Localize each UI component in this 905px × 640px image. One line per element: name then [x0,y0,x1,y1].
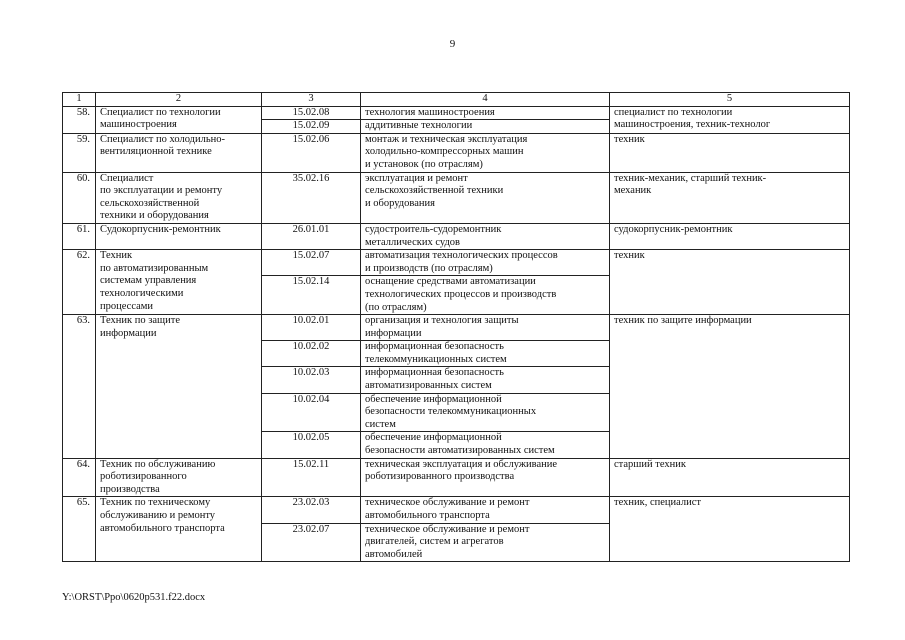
row-number: 61. [63,223,96,249]
specialty-name-line: оснащение средствами автоматизации [365,276,536,288]
specialty-name-line: судостроитель-судоремонтник [365,223,502,235]
specialty-name-line: безопасности автоматизированных систем [365,445,555,457]
profession-name [96,250,262,315]
table-row [63,133,850,172]
profession-name-line: Специалист по холодильно- [100,133,226,145]
profession-name [96,223,262,249]
specialty-name [361,393,610,432]
specialty-name-line: двигателей, систем и агрегатов [365,536,504,548]
column-header: 1 [63,93,96,107]
specialty-name-line: систем [365,418,396,430]
profession-name-line: Специалист по технологии [100,106,221,118]
qualification-line: старший техник [614,458,686,470]
specialty-name-line: автоматизация технологических процессов [365,250,558,262]
specialty-name-line: автомобильного транспорта [365,510,490,521]
specialty-name-line: телекоммуникационных систем [365,353,507,365]
qualification-line: техник [614,133,645,145]
profession-name-line: технологическими [100,287,184,299]
qualification-line: судокорпусник-ремонтник [614,223,733,235]
qualification-line: механик [614,185,652,197]
profession-name-line: техники и оборудования [100,210,209,222]
specialty-name-line: холодильно-компрессорных машин [365,146,524,158]
specialty-name-line: и установок (по отраслям) [365,158,483,170]
row-number: 59. [63,133,96,172]
qualification-line: специалист по технологии [614,106,733,118]
specialty-name [361,276,610,315]
profession-name-line: Техник по обслуживанию [100,458,216,470]
profession-name-line: обслуживанию и ремонту [100,510,216,521]
specialty-name-line: автомобилей [365,548,423,560]
specialty-name-line: эксплуатация и ремонт [365,172,468,184]
profession-name-line: машиностроения [100,119,177,131]
specialty-name [361,315,610,341]
table-row [63,458,850,497]
qualification-line: техник, специалист [614,497,701,509]
specialty-code: 10.02.02 [262,341,361,367]
qualification-title [610,172,850,223]
profession-name-line: по автоматизированным [100,262,209,274]
specialty-code: 15.02.14 [262,276,361,315]
specialty-code: 10.02.01 [262,315,361,341]
table-row [63,250,850,276]
specialty-name-line: (по отраслям) [365,301,427,313]
specialty-name [361,341,610,367]
profession-name [96,106,262,133]
profession-name-line: Техник по защите [100,315,181,327]
specialty-name-line: и оборудования [365,197,435,209]
profession-name-line: по эксплуатации и ремонту [100,185,223,197]
profession-name-line: сельскохозяйственной [100,197,200,209]
row-number: 63. [63,315,96,459]
profession-name [96,172,262,223]
qualification-line: техник-механик, старший техник- [614,172,767,184]
specialty-name-line: безопасности телекоммуникационных [365,406,537,418]
specialty-code: 35.02.16 [262,172,361,223]
specialty-name-line: техническая эксплуатация и обслуживание [365,458,558,470]
specialty-name-line: роботизированного производства [365,471,515,483]
specialty-name-line: информационная безопасность [365,341,504,353]
table-row [63,315,850,341]
specialty-name-line: автоматизированных систем [365,380,492,392]
specialty-code: 15.02.09 [262,120,361,134]
profession-name-line: информации [100,327,157,339]
row-number: 65. [63,497,96,562]
specialty-name [361,367,610,393]
specialty-code: 10.02.03 [262,367,361,393]
row-number: 62. [63,250,96,315]
qualification-title [610,497,850,562]
specialty-code: 23.02.07 [262,523,361,562]
qualification-title [610,106,850,133]
specialty-name-line: техническое обслуживание и ремонт [365,523,530,535]
specialty-code: 23.02.03 [262,497,361,523]
specialty-code: 15.02.06 [262,133,361,172]
specialty-name [361,172,610,223]
qualification-line: техник по защите информации [614,315,752,327]
specialty-code: 15.02.07 [262,250,361,276]
specialty-name [361,432,610,458]
specialty-name-line: обеспечение информационной [365,393,502,405]
specialty-code: 15.02.11 [262,458,361,497]
profession-name-line: производства [100,483,160,495]
specialty-name-line: информации [365,327,422,339]
profession-name-line: Техник по техническому [100,497,211,509]
column-header: 2 [96,93,262,107]
specialty-name: технология машиностроения [361,106,610,120]
specialties-table [62,92,850,562]
profession-name-line: вентиляционной технике [100,146,212,158]
profession-name-line: процессами [100,300,154,312]
specialty-name-line: организация и технология защиты [365,315,519,327]
profession-name-line: автомобильного транспорта [100,522,225,534]
qualification-title [610,133,850,172]
profession-name [96,458,262,497]
row-number: 60. [63,172,96,223]
profession-name [96,497,262,562]
qualification-line: машиностроения, техник-технолог [614,119,771,131]
profession-name-line: системам управления [100,275,197,287]
profession-name-line: Техник [100,250,133,262]
specialty-name [361,458,610,497]
profession-name [96,315,262,459]
document-file-path: Y:\ORST\Ppo\0620p531.f22.docx [62,592,206,603]
specialty-name-line: информационная безопасность [365,367,504,379]
table-header-row [63,93,850,107]
specialty-name [361,250,610,276]
profession-name-line: роботизированного [100,471,187,483]
specialty-code: 10.02.05 [262,432,361,458]
qualification-title [610,223,850,249]
specialty-name [361,223,610,249]
qualification-line: техник [614,250,645,262]
column-header: 5 [610,93,850,107]
profession-name-line: Судокорпусник-ремонтник [100,223,221,235]
specialty-name-line: обеспечение информационной [365,432,502,444]
qualification-title [610,458,850,497]
specialty-name-line: сельскохозяйственной техники [365,185,504,197]
row-number: 64. [63,458,96,497]
column-header: 3 [262,93,361,107]
qualification-title [610,250,850,315]
specialty-name: аддитивные технологии [361,120,610,134]
specialty-name [361,133,610,172]
specialty-name-line: технологических процессов и производств [365,288,557,300]
profession-name-line: Специалист [100,172,154,184]
table-row [63,223,850,249]
specialty-code: 15.02.08 [262,106,361,120]
qualification-title [610,315,850,459]
table-row [63,106,850,120]
table-row [63,172,850,223]
table-row [63,497,850,523]
specialty-name-line: и производств (по отраслям) [365,262,493,274]
specialty-name-line: монтаж и техническая эксплуатация [365,133,528,145]
profession-name [96,133,262,172]
row-number: 58. [63,106,96,133]
page-number: 9 [449,38,456,50]
specialty-name [361,497,610,523]
column-header: 4 [361,93,610,107]
specialty-name-line: металлических судов [365,236,460,248]
specialty-code: 10.02.04 [262,393,361,432]
specialty-name [361,523,610,562]
specialty-code: 26.01.01 [262,223,361,249]
specialty-name-line: техническое обслуживание и ремонт [365,497,530,509]
